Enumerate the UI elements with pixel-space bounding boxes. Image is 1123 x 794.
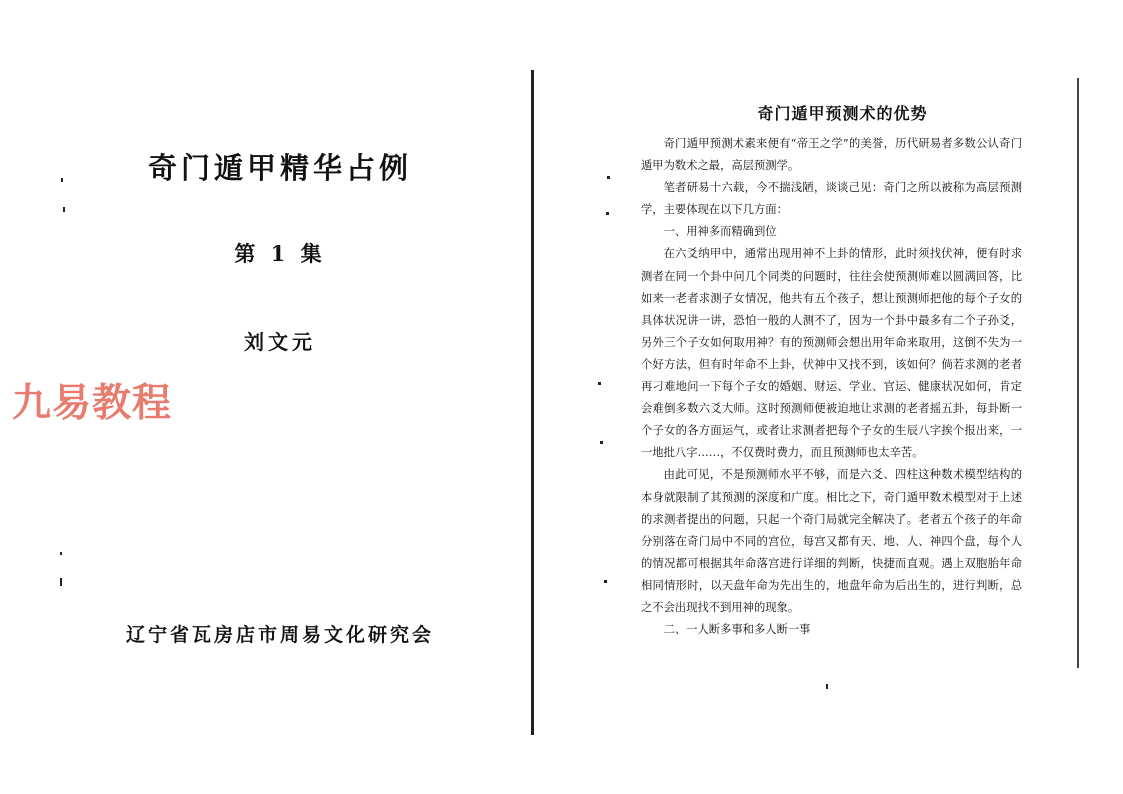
paragraph: 笔者研易十六载，今不揣浅陋，谈谈己见：奇门之所以被称为高层预测学，主要体现在以下几方面： [641,181,1022,217]
scan-speck [604,580,607,583]
page-spine [531,70,534,735]
volume-label: 第 1 集 [234,241,326,266]
book-title: 奇门遁甲精华占例 [147,151,412,185]
scan-speck [606,212,609,215]
paragraph: 在六爻纳甲中，通常出现用神不上卦的情形，此时须找伏神，便有时求测者在同一个卦中问几个同类的问题时，往往会使预测师难以圆满回答，比如来一老者求测子女情况，他共有五个孩子，想让预测师把他的每个子女的具体状况讲一讲，恐怕一般的人测不了，因为一个卦中最多有二个子孙爻，另外三个子女如何取用神？有的预测师会想出用年命来取用，这倒不失为一个好方法，但有时年命不上卦，伏神中又找不到，该如何？倘若求测的老者再刁难地问一下每个子女的婚姻、财运、学业、官运、健康状况如何，肯定会难倒多数六爻大师。这时预测师便被迫地让求测的老者摇五卦，每卦断一个子女的各方面运气，或者让求测者把每个子女的生辰八字挨个报出来，一一地批八字……，不仅费时费力，而且预测师也太辛苦。 [641,247,1022,460]
section-heading: 一、用神多而精确到位 [663,225,777,239]
author-name: 刘文元 [244,330,316,354]
left-page [0,0,540,794]
scan-speck [607,176,610,179]
paragraph: 由此可见，不是预测师水平不够，而是六爻、四柱这种数术模型结构的本身就限制了其预测的深度和广度。相比之下，奇门遁甲数术模型对于上述的求测者提出的问题，只起一个奇门局就完全解决了。老者五个孩子的年命分别落在奇门局中不同的宫位，每宫又都有天、地、人、神四个盘，每个人的情况都可根据其年命落宫进行详细的判断，快捷而直观。遇上双胞胎年命相同情形时，以天盘年命为先出生的，地盘年命为后出生的，进行判断，总之不会出现找不到用神的现象。 [641,468,1022,614]
scan-speck [63,207,65,212]
article-title: 奇门遁甲预测术的优势 [757,104,928,123]
scan-speck [61,178,63,182]
scan-speck [600,441,603,444]
scan-speck [826,684,828,689]
section-heading: 二、一人断多事和多人断一事 [663,623,811,637]
article-body [641,133,1022,641]
scan-speck [60,552,62,555]
publisher-name: 辽宁省瓦房店市周易文化研究会 [125,624,434,646]
scan-speck [60,578,62,586]
scan-speck [598,382,601,385]
paragraph: 奇门遁甲预测术素来便有“帝王之学”的美誉，历代研易者多数公认奇门遁甲为数术之最，高层预测学。 [641,137,1022,173]
watermark: 九易教程 [12,381,173,426]
